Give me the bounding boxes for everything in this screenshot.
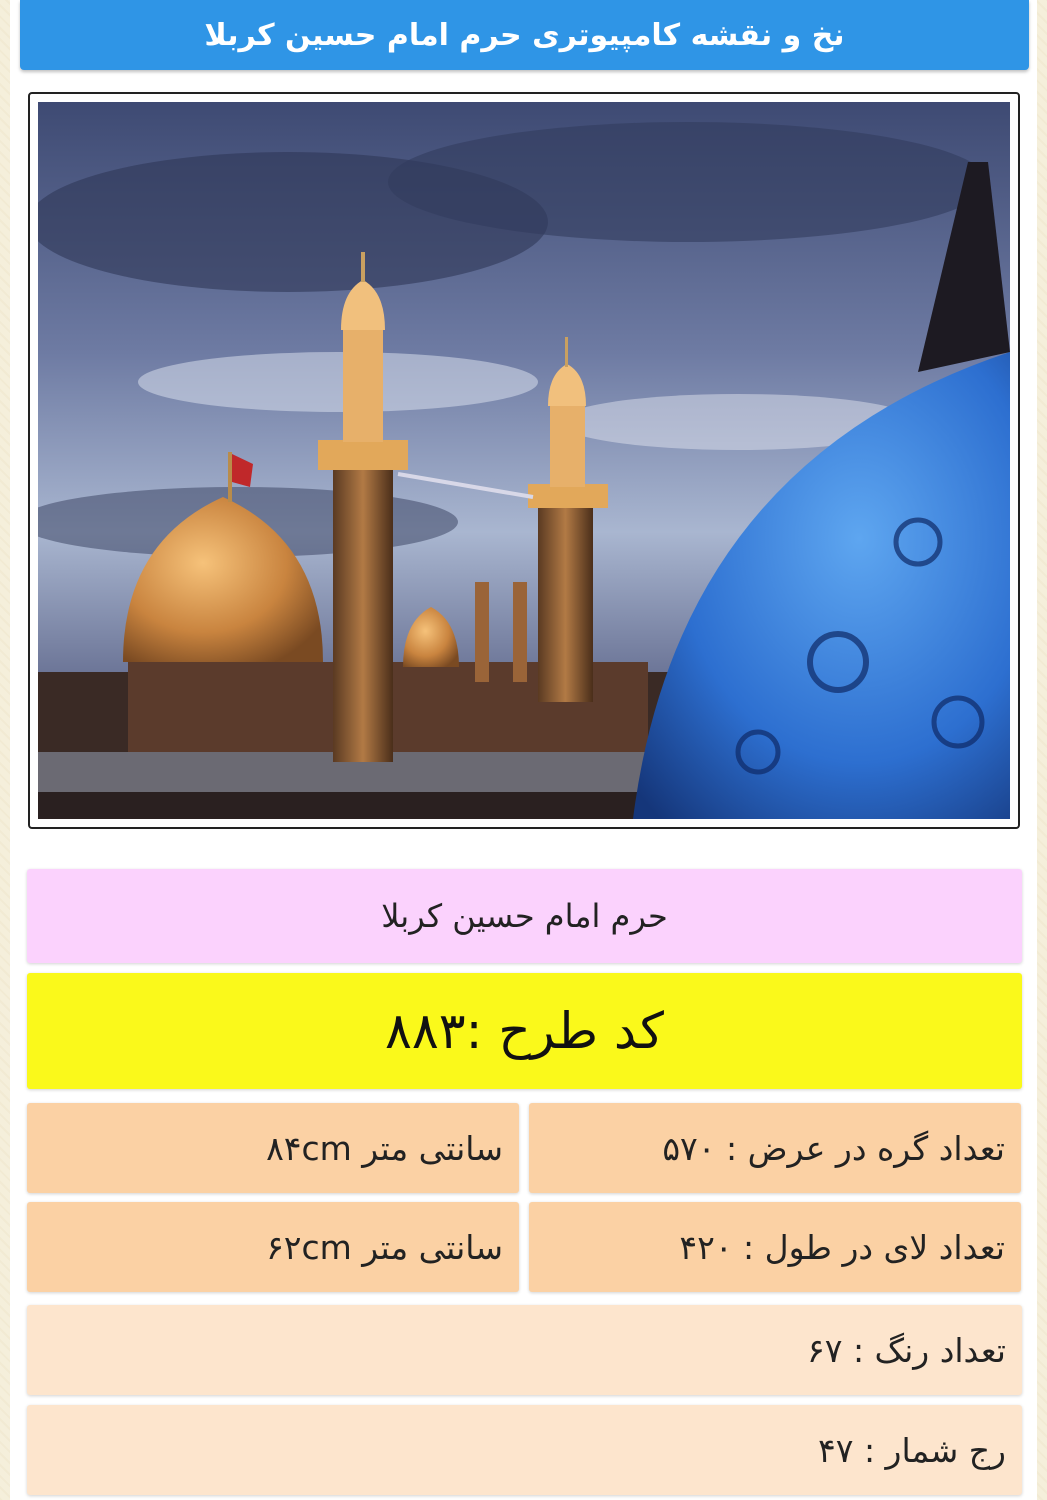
width-cm: سانتی متر ۸۴cm xyxy=(266,1128,503,1168)
design-name: حرم امام حسین کربلا xyxy=(381,897,668,935)
colors-count: تعداد رنگ : ۶۷ xyxy=(807,1330,1006,1370)
width-cm-cell xyxy=(27,1103,519,1193)
layers-length: تعداد لای در طول : ۴۲۰ xyxy=(679,1227,1005,1267)
length-cm-cell xyxy=(27,1202,519,1292)
raj-count-cell xyxy=(27,1405,1022,1495)
photo-frame xyxy=(28,92,1020,829)
colors-count-cell xyxy=(27,1305,1022,1395)
shrine-photo xyxy=(38,102,1010,819)
layers-length-cell xyxy=(529,1202,1021,1292)
design-code: کد طرح :۸۸۳ xyxy=(385,1002,664,1060)
design-code-box xyxy=(27,973,1022,1089)
knots-width: تعداد گره در عرض : ۵۷۰ xyxy=(662,1128,1005,1168)
raj-count: رج شمار : ۴۷ xyxy=(818,1430,1006,1470)
title-bar xyxy=(20,0,1029,70)
page-title: نخ و نقشه کامپیوتری حرم امام حسین کربلا xyxy=(204,17,845,53)
length-cm: سانتی متر ۶۲cm xyxy=(266,1227,503,1267)
knots-width-cell xyxy=(529,1103,1021,1193)
design-name-box xyxy=(27,869,1022,963)
